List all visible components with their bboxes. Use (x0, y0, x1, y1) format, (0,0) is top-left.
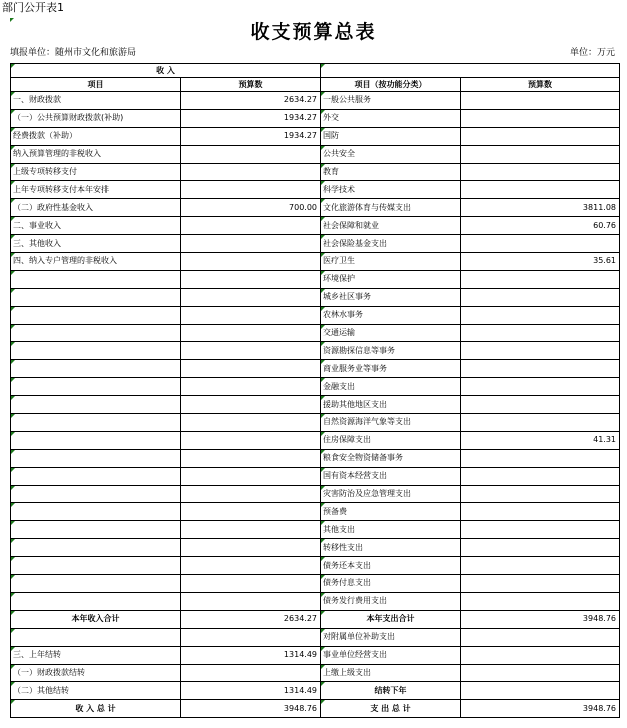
expense-item-cell: 结转下年 (321, 682, 461, 700)
income-item-cell: （一）财政拨款结转 (11, 664, 181, 682)
expense-item-cell: 农林水事务 (321, 306, 461, 324)
income-amount-cell (181, 235, 321, 253)
expense-item-cell: 本年支出合计 (321, 610, 461, 628)
expense-item-cell: 金融支出 (321, 378, 461, 396)
expense-item-cell: 教育 (321, 163, 461, 181)
income-item-cell (11, 592, 181, 610)
income-item-cell: （二）其他结转 (11, 682, 181, 700)
income-item-cell: 上级专项转移支付 (11, 163, 181, 181)
expense-item-cell: 转移性支出 (321, 539, 461, 557)
expense-amount-cell (461, 109, 620, 127)
table-row (11, 181, 620, 199)
budget-table (10, 63, 620, 718)
table-row (11, 92, 620, 110)
filler-unit: 填报单位：随州市文化和旅游局 (10, 48, 137, 58)
expense-item-cell: 住房保障支出 (321, 431, 461, 449)
table-row (11, 163, 620, 181)
income-amount-cell (181, 521, 321, 539)
income-amount-cell (181, 360, 321, 378)
expense-amount-cell (461, 575, 620, 593)
table-row (11, 127, 620, 145)
income-item-cell: 收 入 总 计 (11, 700, 181, 718)
expense-amount-cell (461, 288, 620, 306)
col-header-item-func: 项目（按功能分类） (321, 78, 461, 92)
table-row (11, 521, 620, 539)
income-amount-cell: 1314.49 (181, 646, 321, 664)
total-row (11, 628, 620, 646)
expense-amount-cell (461, 396, 620, 414)
income-amount-cell (181, 431, 321, 449)
expense-amount-cell (461, 324, 620, 342)
table-row (11, 592, 620, 610)
expense-item-cell: 事业单位经营支出 (321, 646, 461, 664)
table-row (11, 253, 620, 271)
income-item-cell (11, 449, 181, 467)
table-row (11, 575, 620, 593)
expense-item-cell: 债务还本支出 (321, 557, 461, 575)
expense-item-cell: 国有资本经营支出 (321, 467, 461, 485)
table-row (11, 199, 620, 217)
income-amount-cell (181, 449, 321, 467)
income-header: 收 入 (11, 64, 321, 78)
income-item-cell (11, 485, 181, 503)
income-item-cell: 本年收入合计 (11, 610, 181, 628)
expense-amount-cell (461, 664, 620, 682)
expense-amount-cell (461, 449, 620, 467)
income-item-cell: 三、上年结转 (11, 646, 181, 664)
income-amount-cell (181, 575, 321, 593)
income-amount-cell (181, 163, 321, 181)
expense-amount-cell (461, 92, 620, 110)
expense-amount-cell (461, 145, 620, 163)
income-item-cell: 纳入预算管理的非税收入 (11, 145, 181, 163)
table-row (11, 324, 620, 342)
expense-amount-cell: 35.61 (461, 253, 620, 271)
income-amount-cell (181, 467, 321, 485)
page-title: 收支预算总表 (250, 21, 377, 43)
expense-amount-cell (461, 163, 620, 181)
total-row (11, 610, 620, 628)
income-item-cell: 上年专项转移支付本年安排 (11, 181, 181, 199)
income-amount-cell (181, 324, 321, 342)
income-amount-cell: 700.00 (181, 199, 321, 217)
income-item-cell: 一、财政拨款 (11, 92, 181, 110)
expense-item-cell: 预备费 (321, 503, 461, 521)
income-item-cell (11, 396, 181, 414)
income-amount-cell (181, 217, 321, 235)
expense-item-cell: 资源勘探信息等事务 (321, 342, 461, 360)
expense-amount-cell: 3948.76 (461, 610, 620, 628)
expense-amount-cell (461, 306, 620, 324)
expense-amount-cell: 3811.08 (461, 199, 620, 217)
income-amount-cell: 2634.27 (181, 610, 321, 628)
income-item-cell: （一）公共预算财政拨款(补助) (11, 109, 181, 127)
expense-item-cell: 对附属单位补助支出 (321, 628, 461, 646)
expense-amount-cell (461, 360, 620, 378)
income-amount-cell (181, 288, 321, 306)
col-header-budget-2: 预算数 (461, 78, 620, 92)
table-row (11, 342, 620, 360)
income-item-cell: 二、事业收入 (11, 217, 181, 235)
expense-amount-cell (461, 557, 620, 575)
table-row (11, 109, 620, 127)
expense-item-cell: 国防 (321, 127, 461, 145)
income-item-cell (11, 324, 181, 342)
income-item-cell: （二）政府性基金收入 (11, 199, 181, 217)
expense-amount-cell (461, 682, 620, 700)
total-row (11, 646, 620, 664)
expense-item-cell: 支 出 总 计 (321, 700, 461, 718)
expense-item-cell: 城乡社区事务 (321, 288, 461, 306)
income-amount-cell (181, 503, 321, 521)
income-item-cell (11, 414, 181, 432)
total-row (11, 664, 620, 682)
expense-amount-cell (461, 521, 620, 539)
expense-amount-cell (461, 342, 620, 360)
income-amount-cell (181, 396, 321, 414)
income-amount-cell: 3948.76 (181, 700, 321, 718)
expense-amount-cell (461, 181, 620, 199)
table-row (11, 503, 620, 521)
income-amount-cell: 1934.27 (181, 109, 321, 127)
income-amount-cell (181, 485, 321, 503)
income-item-cell (11, 431, 181, 449)
income-item-cell (11, 467, 181, 485)
expense-amount-cell (461, 235, 620, 253)
table-row (11, 270, 620, 288)
table-row (11, 539, 620, 557)
table-row (11, 145, 620, 163)
table-row (11, 396, 620, 414)
expense-item-cell: 粮食安全物资储备事务 (321, 449, 461, 467)
expense-item-cell: 社会保障和就业 (321, 217, 461, 235)
income-amount-cell (181, 181, 321, 199)
table-row (11, 378, 620, 396)
income-item-cell (11, 270, 181, 288)
expense-amount-cell (461, 646, 620, 664)
col-header-item: 项目 (11, 78, 181, 92)
income-amount-cell: 1934.27 (181, 127, 321, 145)
income-amount-cell (181, 539, 321, 557)
table-row (11, 288, 620, 306)
income-amount-cell (181, 378, 321, 396)
table-row (11, 217, 620, 235)
income-item-cell (11, 557, 181, 575)
expense-amount-cell: 3948.76 (461, 700, 620, 718)
income-amount-cell (181, 664, 321, 682)
expense-item-cell: 文化旅游体育与传媒支出 (321, 199, 461, 217)
income-item-cell (11, 503, 181, 521)
expense-item-cell: 交通运输 (321, 324, 461, 342)
income-item-cell (11, 378, 181, 396)
expense-item-cell: 其他支出 (321, 521, 461, 539)
expense-item-cell: 外交 (321, 109, 461, 127)
expense-amount-cell (461, 467, 620, 485)
income-amount-cell (181, 342, 321, 360)
expense-item-cell: 债务付息支出 (321, 575, 461, 593)
expense-amount-cell (461, 539, 620, 557)
income-item-cell (11, 521, 181, 539)
income-amount-cell (181, 414, 321, 432)
unit-label: 单位：万元 (569, 48, 615, 58)
total-row (11, 682, 620, 700)
income-item-cell (11, 306, 181, 324)
table-row (11, 306, 620, 324)
expense-item-cell: 医疗卫生 (321, 253, 461, 271)
income-amount-cell: 1314.49 (181, 682, 321, 700)
expense-amount-cell (461, 378, 620, 396)
expense-item-cell: 一般公共服务 (321, 92, 461, 110)
table-row (11, 235, 620, 253)
expense-item-cell: 科学技术 (321, 181, 461, 199)
expense-amount-cell (461, 127, 620, 145)
expense-amount-cell (461, 485, 620, 503)
income-item-cell (11, 628, 181, 646)
table-row (11, 449, 620, 467)
table-row (11, 485, 620, 503)
expense-amount-cell (461, 503, 620, 521)
income-item-cell (11, 575, 181, 593)
income-amount-cell (181, 557, 321, 575)
table-row (11, 557, 620, 575)
income-item-cell: 四、纳入专户管理的非税收入 (11, 253, 181, 271)
expense-amount-cell (461, 592, 620, 610)
expense-amount-cell (461, 628, 620, 646)
expense-item-cell: 环境保护 (321, 270, 461, 288)
income-item-cell (11, 288, 181, 306)
income-amount-cell (181, 145, 321, 163)
expense-amount-cell (461, 270, 620, 288)
income-item-cell (11, 360, 181, 378)
income-amount-cell (181, 628, 321, 646)
expense-item-cell: 自然资源海洋气象等支出 (321, 414, 461, 432)
expense-amount-cell: 41.31 (461, 431, 620, 449)
col-header-budget: 预算数 (181, 78, 321, 92)
income-amount-cell: 2634.27 (181, 92, 321, 110)
expense-amount-cell: 60.76 (461, 217, 620, 235)
income-item-cell (11, 539, 181, 557)
expense-item-cell: 援助其他地区支出 (321, 396, 461, 414)
income-amount-cell (181, 253, 321, 271)
expense-amount-cell (461, 414, 620, 432)
expense-header-blank (321, 64, 620, 78)
table-row (11, 414, 620, 432)
expense-item-cell: 商业服务业等事务 (321, 360, 461, 378)
income-amount-cell (181, 270, 321, 288)
sheet-label: 部门公开表1 (2, 1, 64, 14)
table-row (11, 467, 620, 485)
income-item-cell (11, 342, 181, 360)
income-item-cell: 三、其他收入 (11, 235, 181, 253)
income-amount-cell (181, 306, 321, 324)
expense-item-cell: 债务发行费用支出 (321, 592, 461, 610)
expense-item-cell: 灾害防治及应急管理支出 (321, 485, 461, 503)
income-item-cell: 经费拨款（补助） (11, 127, 181, 145)
table-row (11, 360, 620, 378)
table-row (11, 431, 620, 449)
total-row (11, 700, 620, 718)
expense-item-cell: 上缴上级支出 (321, 664, 461, 682)
income-amount-cell (181, 592, 321, 610)
expense-item-cell: 社会保险基金支出 (321, 235, 461, 253)
expense-item-cell: 公共安全 (321, 145, 461, 163)
